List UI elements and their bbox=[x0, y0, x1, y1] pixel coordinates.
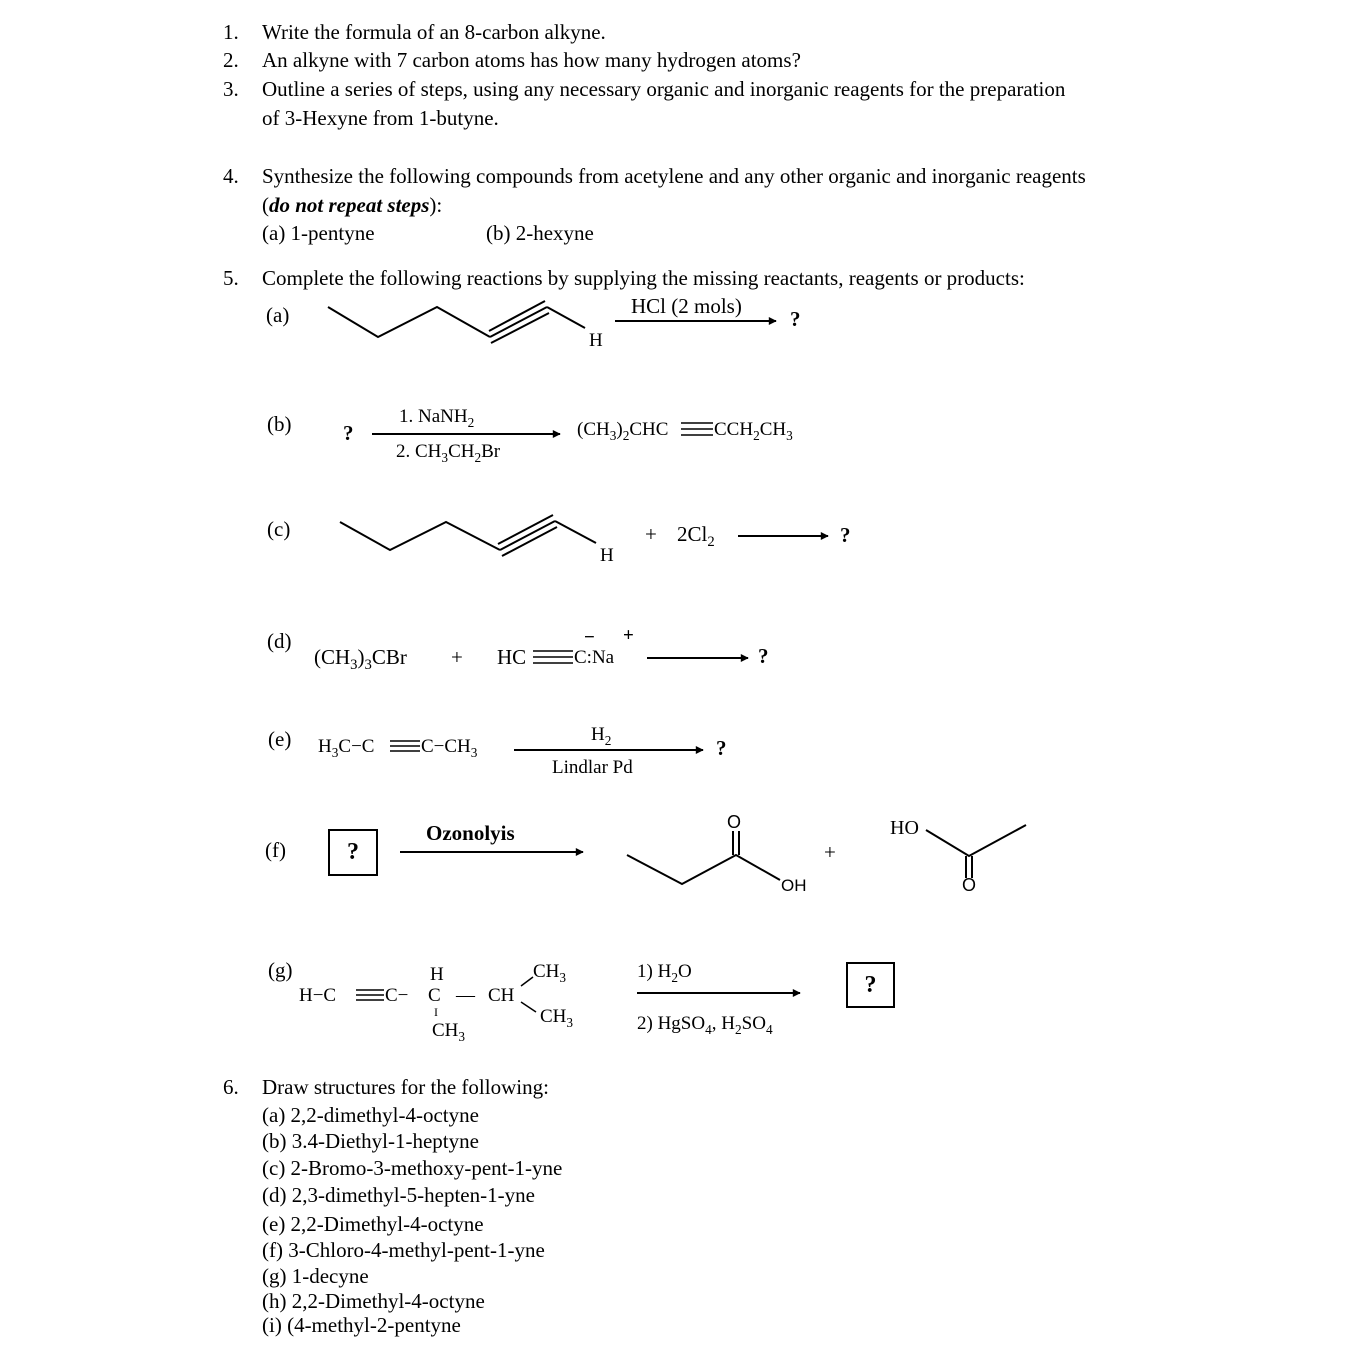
q6-text: Draw structures for the following: bbox=[262, 1075, 549, 1099]
q5g-product-box: ? bbox=[846, 962, 895, 1008]
q2-number: 2. bbox=[223, 48, 239, 72]
q5c-product: ? bbox=[840, 523, 851, 547]
q4-item-b: (b) 2-hexyne bbox=[486, 221, 594, 245]
q5c-label: (c) bbox=[267, 517, 291, 541]
q5a-label: (a) bbox=[266, 303, 290, 327]
q5d-triple-bond bbox=[533, 651, 573, 663]
q5a-product: ? bbox=[790, 307, 801, 331]
q5g-reagent1: 1) $H_2O$ bbox=[637, 961, 692, 985]
q5b-reagent1: 1. NaNH$_2$ bbox=[399, 406, 475, 430]
q5d-reactant1: $(CH_3)_3CBr$ bbox=[314, 645, 407, 674]
q5g-ch3-branch: $CH_3$ bbox=[540, 1006, 574, 1030]
q6-item-b: (b) 3.4-Diethyl-1-heptyne bbox=[262, 1129, 479, 1153]
q5b-label: (b) bbox=[267, 412, 292, 436]
q5c-plus: + bbox=[645, 522, 657, 546]
q5-number: 5. bbox=[223, 266, 239, 290]
q5f-plus: + bbox=[824, 840, 836, 864]
q5f-acetic-acid bbox=[926, 825, 1026, 878]
q5d-reactant2-left: HC bbox=[497, 645, 527, 669]
q6-item-d: (d) 2,3-dimethyl-5-hepten-1-yne bbox=[262, 1183, 535, 1207]
q4-text-line1: Synthesize the following compounds from acetylene and any other organic and inorganic reagents bbox=[262, 164, 1086, 188]
q4-text-line2: (do not repeat steps): bbox=[262, 193, 443, 217]
q5g-triple-bond bbox=[356, 990, 384, 1000]
q5f-ho-label: HO bbox=[890, 817, 919, 839]
q5e-reactant-right: $C-CH_3$ bbox=[421, 736, 478, 760]
q6-item-c: (c) 2-Bromo-3-methoxy-pent-1-yne bbox=[262, 1156, 563, 1180]
q6-item-f: (f) 3-Chloro-4-methyl-pent-1-yne bbox=[262, 1238, 545, 1262]
q5c-reagent: $2Cl_2$ bbox=[677, 522, 715, 551]
q6-item-g: (g) 1-decyne bbox=[262, 1264, 369, 1288]
q5g-ch-group: CH bbox=[488, 985, 515, 1006]
q5d-label: (d) bbox=[267, 629, 292, 653]
q1-number: 1. bbox=[223, 20, 239, 44]
q6-item-a: (a) 2,2-dimethyl-4-octyne bbox=[262, 1103, 479, 1127]
q4-number: 4. bbox=[223, 164, 239, 188]
q5f-label: (f) bbox=[265, 838, 286, 862]
q5f-carbonyl-o: O bbox=[727, 812, 742, 832]
q2-text: An alkyne with 7 carbon atoms has how many hydrogen atoms? bbox=[262, 48, 801, 72]
q5e-reactant-left: $H_3C-C$ bbox=[318, 736, 375, 760]
q5e-label: (e) bbox=[268, 727, 292, 751]
q5d-reactant2-right: C:Na bbox=[574, 647, 615, 668]
q5d-plus: + bbox=[451, 645, 463, 669]
q6-number: 6. bbox=[223, 1075, 239, 1099]
q5b-reagent2: 2. $CH_3CH_2Br$ bbox=[396, 441, 501, 465]
q5g-label: (g) bbox=[268, 958, 293, 982]
q5e-reagent-bottom: Lindlar Pd bbox=[552, 757, 633, 778]
q5g-down-bond: I bbox=[434, 1005, 438, 1019]
q5f-reactant-box: ? bbox=[328, 829, 378, 876]
q5f-acid-o: O bbox=[962, 875, 977, 895]
q5g-ch3-top: $CH_3$ bbox=[533, 961, 567, 985]
q6-item-h: (h) 2,2-Dimethyl-4-octyne bbox=[262, 1289, 485, 1313]
q5b-reactant: ? bbox=[343, 421, 354, 445]
q5d-product: ? bbox=[758, 644, 769, 668]
q5e-product: ? bbox=[716, 736, 727, 760]
q4-emphasis: do not repeat steps bbox=[269, 193, 430, 217]
q6-item-e: (e) 2,2-Dimethyl-4-octyne bbox=[262, 1212, 484, 1236]
q3-number: 3. bbox=[223, 77, 239, 101]
q5g-dash: — bbox=[456, 985, 475, 1006]
q5c-h-atom: H bbox=[600, 545, 614, 566]
q5b-product-left: $(CH_3)_2CHC$ bbox=[577, 419, 669, 443]
q5f-propanoic-acid bbox=[627, 831, 780, 884]
q5g-reagent2: 2) HgSO$_4$, $H_2SO_4$ bbox=[637, 1013, 773, 1037]
q5g-branch-bonds bbox=[521, 977, 536, 1012]
q5d-minus-charge: − bbox=[584, 627, 595, 648]
q5e-reagent-top: $H_2$ bbox=[591, 724, 612, 748]
q1-text: Write the formula of an 8-carbon alkyne. bbox=[262, 20, 606, 44]
q3-text-line2: of 3-Hexyne from 1-butyne. bbox=[262, 106, 499, 130]
q5g-h-top: H bbox=[430, 964, 444, 985]
q5b-triple-bond bbox=[681, 423, 713, 435]
q5g-chain-mid: C− bbox=[385, 985, 409, 1006]
q3-text-line1: Outline a series of steps, using any necessary organic and inorganic reagents for the preparation bbox=[262, 77, 1066, 101]
q5g-chain-left: H−C bbox=[299, 985, 337, 1006]
q5a-h-atom: H bbox=[589, 330, 603, 351]
q5a-structure bbox=[328, 301, 585, 343]
q5f-oh-label: OH bbox=[781, 876, 807, 895]
q5g-ch3-bottom: $CH_3$ bbox=[432, 1020, 466, 1044]
q4-item-a: (a) 1-pentyne bbox=[262, 221, 375, 245]
q5e-triple-bond bbox=[390, 741, 420, 751]
q5a-reagent: HCl (2 mols) bbox=[631, 294, 742, 318]
q6-item-i: (i) (4-methyl-2-pentyne bbox=[262, 1313, 461, 1337]
q5c-structure bbox=[340, 515, 596, 556]
q5g-center-carbon: C bbox=[428, 985, 441, 1006]
q5b-product-right: $CCH_2CH_3$ bbox=[714, 419, 793, 443]
q5-text: Complete the following reactions by supplying the missing reactants, reagents or products: bbox=[262, 266, 1025, 290]
q5f-reagent: Ozonolyis bbox=[426, 821, 515, 845]
q5d-plus-charge: + bbox=[623, 625, 634, 646]
